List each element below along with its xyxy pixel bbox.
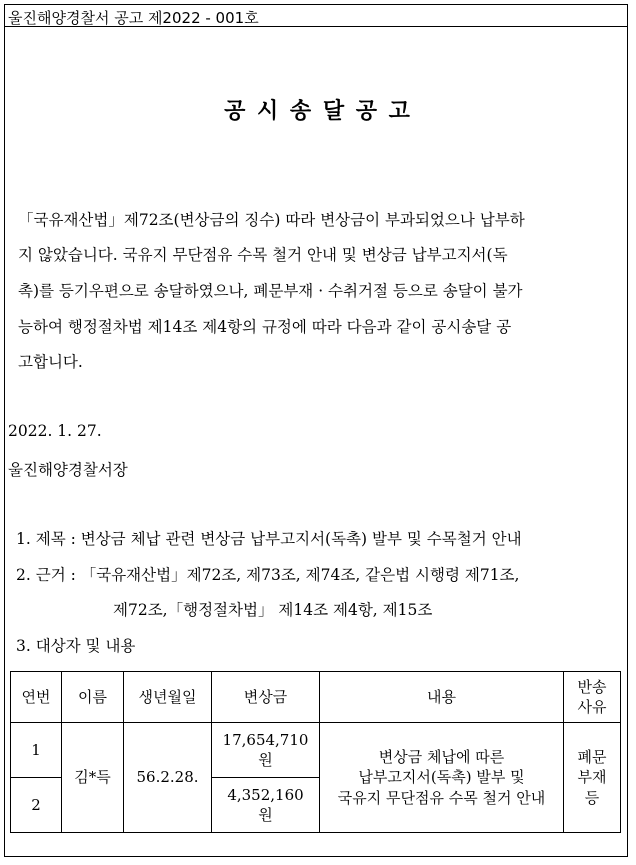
issuing-office: 울진해양경찰서장 [8, 461, 128, 479]
header-reason [564, 672, 621, 723]
item-subject: 1. 제목 : 변상금 체납 관련 변상금 납부고지서(독촉) 발부 및 수목철거 안내 [16, 530, 522, 548]
row-content-line3: 국유지 무단점유 수목 철거 안내 [337, 788, 546, 807]
row-content-line2: 납부고지서(독촉) 발부 및 [358, 768, 525, 787]
row-reason-line3: 등 [584, 788, 600, 807]
notice-date: 2022. 1. 27. [8, 422, 102, 440]
header-amount: 변상금 [212, 672, 320, 723]
header-reason-line1: 반송 [577, 677, 607, 696]
body-line-3: 촉)를 등기우편으로 송달하였으나, 폐문부재 · 수취거절 등으로 송달이 불가 [18, 282, 523, 300]
row-amount-unit: 원 [258, 751, 273, 769]
item-basis: 2. 근거 : 「국유재산법」제72조, 제73조, 제74조, 같은법 시행령 제71조, [16, 566, 520, 584]
table-row [11, 723, 621, 778]
row-reason-line1: 폐문 [577, 748, 607, 767]
document-number: 울진해양경찰서 공고 제2022 - 001호 [8, 9, 259, 27]
header-no: 연번 [11, 672, 62, 723]
header-content: 내용 [320, 672, 564, 723]
item-target: 3. 대상자 및 내용 [16, 637, 136, 655]
row-content [320, 723, 564, 833]
table-header-row [11, 672, 621, 723]
row-amount-value: 17,654,710 [222, 730, 309, 749]
header-reason-line2: 사유 [577, 698, 607, 716]
body-line-1: 「국유재산법」제72조(변상금의 징수) 따라 변상금이 부과되었으나 납부하 [18, 211, 525, 229]
row-amount [212, 778, 320, 833]
row-no: 2 [11, 778, 62, 833]
body-line-4: 능하여 행정절차법 제14조 제4항의 규정에 따라 다음과 같이 공시송달 공 [18, 318, 512, 336]
body-line-2: 지 않았습니다. 국유지 무단점유 수목 철거 안내 및 변상금 납부고지서(독 [18, 246, 508, 264]
header-name: 이름 [62, 672, 124, 723]
row-amount-unit: 원 [258, 806, 273, 824]
target-table [10, 671, 621, 833]
page-title: 공 시 송 달 공 고 [224, 98, 412, 124]
row-no: 1 [11, 723, 62, 778]
row-amount-value: 4,352,160 [227, 785, 304, 804]
header-birth: 생년월일 [124, 672, 212, 723]
body-line-5: 고합니다. [18, 353, 83, 371]
item-basis-continued: 제72조,「행정절차법」 제14조 제4항, 제15조 [113, 601, 433, 619]
row-content-line1: 변상금 체납에 따른 [378, 748, 505, 767]
row-reason [564, 723, 621, 833]
row-birth: 56.2.28. [124, 723, 212, 833]
row-amount [212, 723, 320, 778]
row-reason-line2: 부재 [577, 768, 607, 787]
row-name: 김*득 [62, 723, 124, 833]
